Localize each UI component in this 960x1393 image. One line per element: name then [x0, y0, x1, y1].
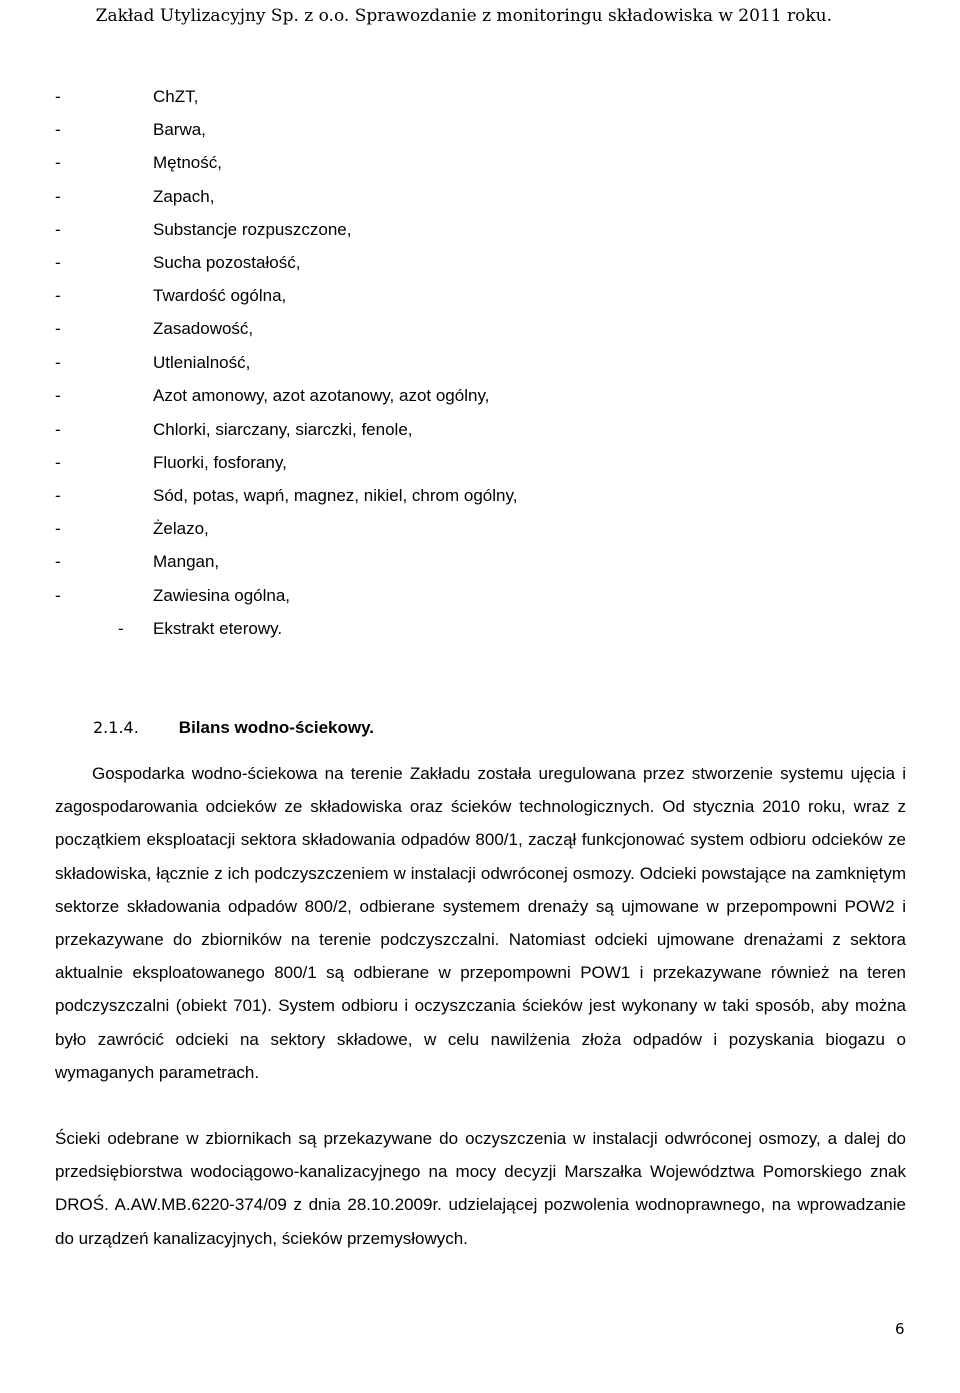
list-dash: - [118, 619, 124, 638]
list-item-text: Mętność, [153, 153, 222, 172]
section-heading [93, 718, 374, 738]
list-item-text: Sód, potas, wapń, magnez, nikiel, chrom ogólny, [153, 486, 518, 505]
section-number: 2.1.4. [93, 718, 139, 737]
list-item-text: Twardość ogólna, [153, 286, 287, 305]
page-number: 6 [895, 1320, 905, 1338]
list-dash: - [55, 386, 61, 405]
list-item-text: Sucha pozostałość, [153, 253, 301, 272]
list-dash: - [55, 552, 61, 571]
list-item-text: Mangan, [153, 552, 220, 571]
list-item-text: Zasadowość, [153, 319, 254, 338]
body-paragraph: Gospodarka wodno-ściekowa na terenie Zakładu została uregulowana przez stworzenie systemu ujęcia i zagospodarowania odcieków ze składowiska oraz ścieków technologicznych. Od stycznia 2010 roku, wraz z początkiem eksploatacji sektora składowania odpadów 800/1, zaczął funkcjonować system odbioru odcieków ze składowiska, łącznie z ich podczyszczeniem w instalacji odwróconej osmozy. Odcieki powstające na zamkniętym sektorze składowania odpadów 800/2, odbierane systemem drenaży są ujmowane w przepompowni POW2 i przekazywane do zbiorników na terenie podczyszczalni. Natomiast odcieki ujmowane drenażami z sektora aktualnie eksploatowanego 800/1 są odbierane w przepompowni POW1 i przekazywane również na teren podczyszczalni (obiekt 701). System odbioru i oczyszczania ścieków jest wykonany w taki sposób, aby można było zawrócić odcieki na sektory składowe, w celu nawilżenia złoża odpadów i pozyskania biogazu o wymaganych parametrach. [55, 764, 906, 1082]
list-dash: - [55, 187, 61, 206]
list-item-text: Zawiesina ogólna, [153, 586, 291, 605]
section-title: Bilans wodno-ściekowy. [178, 718, 375, 737]
body-paragraph: Ścieki odebrane w zbiornikach są przekazywane do oczyszczenia w instalacji odwróconej osmozy, a dalej do przedsiębiorstwa wodociągowo-kanalizacyjnego na mocy decyzji Marszałka Województwa Pomorskiego znak DROŚ. A.AW.MB.6220-374/09 z dnia 28.10.2009r. udzielającej pozwolenia wodnoprawnego, na wprowadzanie do urządzeń kanalizacyjnych, ścieków przemysłowych. [55, 1129, 906, 1248]
list-dash: - [55, 319, 61, 338]
list-item-text: Azot amonowy, azot azotanowy, azot ogólny, [153, 386, 490, 405]
list-dash: - [55, 87, 61, 106]
list-item-text: Substancje rozpuszczone, [153, 220, 352, 239]
list-dash: - [55, 586, 61, 605]
list-dash: - [55, 286, 61, 305]
list-dash: - [55, 253, 61, 272]
list-dash: - [55, 120, 61, 139]
list-dash: - [55, 519, 61, 538]
list-item-text: Fluorki, fosforany, [153, 453, 287, 472]
list-dash: - [55, 420, 61, 439]
list-item-text: Żelazo, [153, 519, 209, 538]
list-dash: - [55, 353, 61, 372]
list-item-text: ChZT, [153, 87, 199, 106]
list-item-text: Chlorki, siarczany, siarczki, fenole, [153, 420, 413, 439]
running-header: Zakład Utylizacyjny Sp. z o.o. Sprawozdanie z monitoringu składowiska w 2011 roku. [95, 6, 832, 26]
list-item-text: Barwa, [153, 120, 206, 139]
list-item-text: Ekstrakt eterowy. [153, 619, 283, 638]
list-dash: - [55, 486, 61, 505]
list-dash: - [55, 220, 61, 239]
list-dash: - [55, 453, 61, 472]
list-item-text: Zapach, [153, 187, 215, 206]
list-item-text: Utlenialność, [153, 353, 251, 372]
list-dash: - [55, 153, 61, 172]
